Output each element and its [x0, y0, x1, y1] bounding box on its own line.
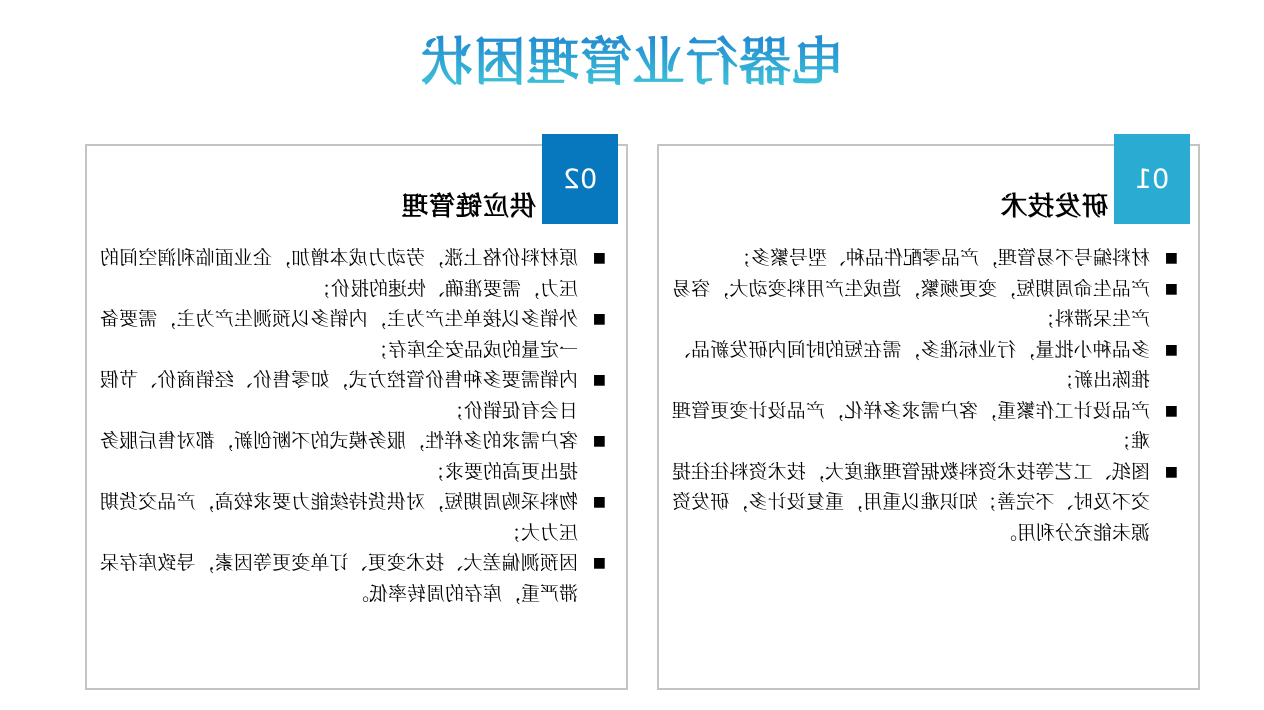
list-item: [100, 304, 608, 365]
bullet-text: 原材料价格上涨，劳动力成本增加，企业面临利润空间的压力，需要准确、快速的报价；: [100, 247, 578, 300]
card-title: 供应链管理: [400, 192, 536, 222]
list-item: [100, 548, 608, 609]
bullet-text: 外销多以接单生产为主，内销多以预测生产为主，需要备一定量的成品安全库存；: [100, 308, 578, 361]
card-supply-chain: [85, 144, 628, 690]
bullet-text: 因预测偏差大、技术变更、订单变更等因素，导致库存呆滞严重，库存的周转率低。: [100, 552, 578, 605]
bullet-square-icon: ■: [1164, 280, 1178, 297]
bullet-square-icon: ■: [1164, 463, 1178, 480]
list-item: [672, 335, 1180, 396]
list-item: [100, 365, 608, 426]
page-title: 电器行业管理困状: [0, 20, 1264, 95]
bullet-text: 材料编号不易管理，产品零配件品种、型号繁多；: [731, 247, 1150, 269]
bullet-text: 多品种小批量，行业标准多，需在短的时间内研发新品、推陈出新；: [672, 338, 1150, 391]
bullet-list: [100, 243, 608, 609]
bullet-text: 产品生命周期短，变更频繁，造成生产用料变动大，容易产生呆滞料；: [672, 277, 1150, 330]
bullet-square-icon: ■: [1164, 402, 1178, 419]
card-rd-tech: [657, 144, 1200, 690]
card-number-badge: [542, 134, 618, 224]
card-title: 研发技术: [999, 192, 1108, 222]
bullet-list: [672, 243, 1180, 548]
bullet-square-icon: ■: [592, 494, 606, 510]
bullet-square-icon: ■: [1164, 341, 1178, 358]
bullet-square-icon: ■: [592, 433, 606, 449]
bullet-square-icon: ■: [592, 311, 606, 327]
bullet-text: 物料采购周期短，对供货持续能力要求较高，产品交货期压力大；: [100, 491, 578, 544]
list-item: [672, 396, 1180, 457]
bullet-text: 图纸、工艺等技术资料数据管理难度大，技术资料往往提交不及时、不完善；知识难以重用，重复设计多，研发资源未能充分利用。: [672, 460, 1150, 544]
bullet-text: 客户需求的多样性，服务模式的不断创新，都对售后服务提出更高的要求；: [100, 430, 578, 483]
list-item: [100, 243, 608, 304]
card-number: 01: [1134, 163, 1170, 195]
bullet-text: 内销需要多种售价管控方式，如零售价、经销商价、节假日会有促销价；: [100, 369, 578, 422]
bullet-square-icon: ■: [1164, 250, 1178, 266]
list-item: [672, 457, 1180, 549]
list-item: [100, 426, 608, 487]
bullet-text: 产品设计工作繁重，客户需求多样化，产品设计变更管理难；: [672, 399, 1150, 452]
bullet-square-icon: ■: [592, 250, 606, 266]
list-item: [672, 274, 1180, 335]
bullet-square-icon: ■: [592, 372, 606, 388]
list-item: [100, 487, 608, 548]
list-item: [672, 243, 1180, 274]
card-number-badge: [1114, 134, 1190, 224]
bullet-square-icon: ■: [592, 555, 606, 571]
card-number: 02: [562, 163, 598, 195]
